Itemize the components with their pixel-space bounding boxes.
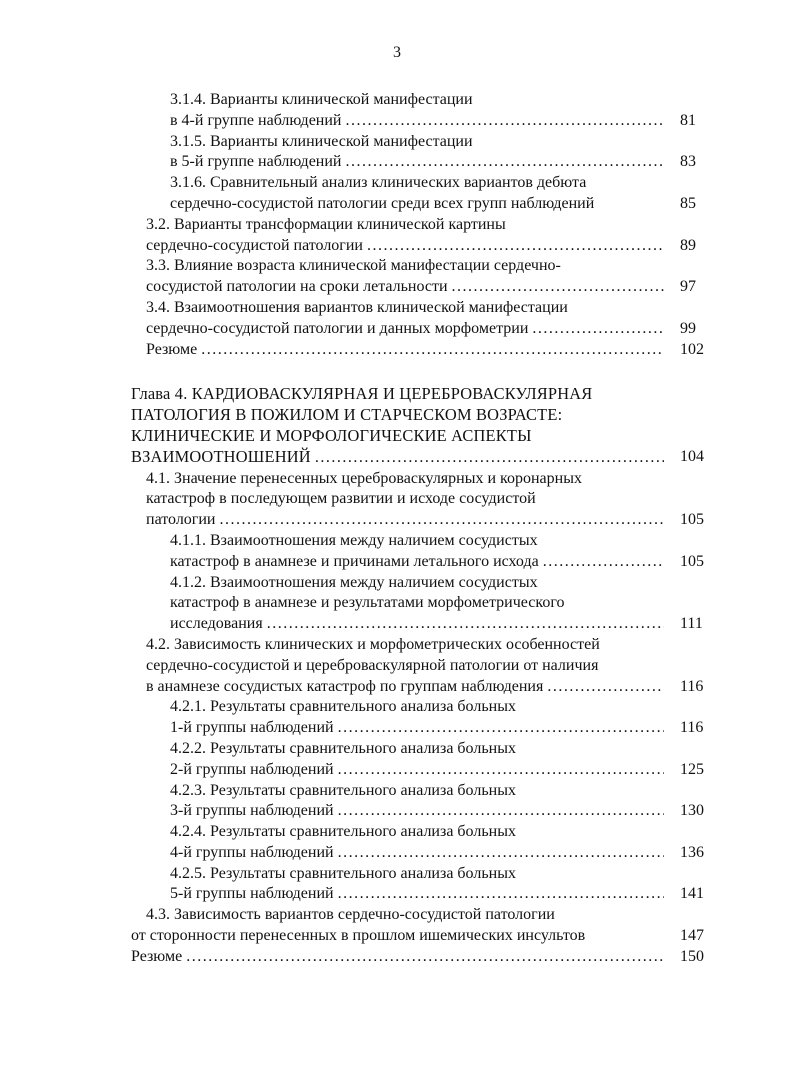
- toc-entry-title: 4.2. Зависимость клинических и морфометрических особенностей: [146, 635, 600, 653]
- toc-entry: [170, 573, 703, 635]
- toc-entry-title: в 4-й группе наблюдений: [170, 111, 342, 129]
- toc-entry-title: 4.2.4. Результаты сравнительного анализа больных: [170, 823, 516, 841]
- toc-entry-title: сердечно-сосудистой и цереброваскулярной патологии от наличия: [146, 656, 599, 674]
- toc-entry-leader-line: [170, 552, 668, 573]
- toc-page-number: 97: [680, 278, 696, 296]
- toc-entry: [170, 531, 704, 573]
- dot-leader: [452, 277, 664, 298]
- toc-entry-leader-line: [131, 447, 668, 469]
- toc-entry: [170, 822, 704, 864]
- toc-entry-title: от сторонности перенесенных в прошлом ишемических инсультов: [131, 927, 586, 945]
- toc-entry-title: катастроф в последующем развитии и исходе сосудистой: [146, 490, 536, 508]
- toc-entry-title: 3.4. Взаимоотношения вариантов клинической манифестации: [146, 298, 568, 316]
- toc-page-number: 125: [680, 760, 704, 778]
- toc-entry-title: 4.1.2. Взаимоотношения между наличием сосудистых: [170, 573, 538, 591]
- toc-page-number: 116: [680, 677, 704, 695]
- chapter-title: КЛИНИЧЕСКИЕ И МОРФОЛОГИЧЕСКИЕ АСПЕКТЫ: [131, 425, 532, 445]
- dot-leader: [220, 510, 665, 531]
- toc-entry-title: 4.2.2. Результаты сравнительного анализа больных: [170, 739, 516, 757]
- toc-page-number: 150: [680, 947, 704, 965]
- toc-entry-title: 4.1. Значение перенесенных цереброваскулярных и коронарных: [146, 469, 582, 487]
- dot-leader: [547, 677, 664, 698]
- dot-leader: [367, 236, 664, 257]
- toc-page-number: 136: [680, 843, 704, 861]
- toc-entry: [146, 340, 704, 361]
- toc-entry-title: 3.1.6. Сравнительный анализ клинических вариантов дебюта: [170, 174, 587, 192]
- toc-entry-leader-line: [146, 677, 668, 698]
- toc-page-number: 141: [680, 885, 704, 903]
- toc-entry-leader-line: [170, 152, 668, 173]
- toc-entry-title: исследования: [170, 615, 263, 633]
- toc-page-number: 104: [680, 447, 704, 465]
- dot-leader: [201, 340, 664, 361]
- dot-leader: [338, 801, 664, 822]
- toc-entry-title: в анамнезе сосудистых катастроф по группам наблюдения: [146, 677, 544, 695]
- toc-entry-chapter: [131, 384, 704, 468]
- toc-page-number: 105: [680, 511, 704, 529]
- toc-entry-title: катастроф в анамнезе и результатами морфометрического: [170, 594, 565, 612]
- chapter-title: ВЗАИМООТНОШЕНИЙ: [131, 446, 311, 466]
- toc-entry-title: в 5-й группе наблюдений: [170, 153, 342, 171]
- toc-entry: [170, 781, 704, 823]
- dot-leader: [338, 718, 664, 739]
- toc-entry: [170, 697, 704, 739]
- toc-entry: [170, 173, 696, 215]
- toc-entry-title: 3.2. Варианты трансформации клинической картины: [146, 215, 506, 233]
- toc-page-number: 105: [680, 552, 704, 570]
- toc-entry-leader-line: [170, 718, 668, 739]
- toc-entry-leader-line: [146, 340, 668, 361]
- toc-entry-title: 3-й группы наблюдений: [170, 802, 334, 820]
- toc-entry-leader-line: [146, 319, 668, 340]
- toc-entry: [170, 739, 704, 781]
- dot-leader: [267, 614, 664, 635]
- toc-entry-title: 4.1.1. Взаимоотношения между наличием сосудистых: [170, 531, 538, 549]
- toc-page-number: 99: [680, 319, 696, 337]
- toc-entry-leader-line: [170, 801, 668, 822]
- toc-entry-title: 3.3. Влияние возраста клинической манифестации сердечно-: [146, 257, 561, 275]
- dot-leader: [338, 884, 664, 905]
- dot-leader: [338, 760, 664, 781]
- page-number: 3: [393, 44, 401, 61]
- toc-page-number: 102: [680, 340, 704, 358]
- toc-entry: [146, 469, 704, 531]
- toc-entry-leader-line: [146, 236, 668, 257]
- dot-leader: [345, 152, 664, 173]
- toc-page-number: 85: [680, 194, 696, 212]
- toc-page-number: 89: [680, 236, 696, 254]
- toc-entry: [146, 635, 704, 697]
- toc-entry: [170, 132, 696, 174]
- toc-entry-leader-line: [170, 760, 668, 781]
- toc-entry-title: 3.1.4. Варианты клинической манифестации: [170, 91, 473, 108]
- toc-entry-title: 4.3. Зависимость вариантов сердечно-сосудистой патологии: [146, 906, 555, 924]
- toc-entry-title: патологии: [146, 511, 216, 529]
- toc-entry-leader-line: [170, 843, 668, 864]
- toc-entry-title: 3.1.5. Варианты клинической манифестации: [170, 132, 473, 150]
- toc-entry: [146, 298, 696, 340]
- table-of-contents: [0, 90, 794, 968]
- toc-page-number: 83: [680, 153, 696, 171]
- toc-page-number: 111: [680, 615, 703, 633]
- toc-entry-title: Резюме: [146, 340, 198, 358]
- chapter-title: Глава 4. КАРДИОВАСКУЛЯРНАЯ И ЦЕРЕБРОВАСКУЛЯРНАЯ: [131, 384, 593, 404]
- toc-entry-title: катастроф в анамнезе и причинами летального исхода: [170, 552, 539, 570]
- toc-entry-title: сосудистой патологии на сроки летальности: [146, 278, 448, 296]
- toc-entry-title: Резюме: [131, 947, 183, 965]
- toc-entry-title: 1-й группы наблюдений: [170, 719, 334, 737]
- toc-entry-leader-line: [131, 947, 668, 968]
- toc-entry: [131, 905, 704, 947]
- dot-leader: [315, 448, 664, 469]
- toc-entry: [170, 90, 696, 132]
- toc-entry-title: сердечно-сосудистой патологии и данных морфометрии: [146, 319, 529, 337]
- toc-entry-leader-line: [146, 510, 668, 531]
- dot-leader: [345, 111, 664, 132]
- toc-entry-leader-line: [146, 277, 668, 298]
- chapter-title: ПАТОЛОГИЯ В ПОЖИЛОМ И СТАРЧЕСКОМ ВОЗРАСТЕ:: [131, 405, 563, 425]
- toc-entry: [131, 947, 704, 968]
- toc-entry-title: 4.2.3. Результаты сравнительного анализа больных: [170, 781, 516, 799]
- toc-entry-leader-line: [170, 111, 668, 132]
- toc-page-number: 116: [680, 719, 704, 737]
- toc-entry-title: сердечно-сосудистой патологии: [146, 236, 363, 254]
- dot-leader: [186, 947, 664, 968]
- toc-entry-title: 4.2.1. Результаты сравнительного анализа больных: [170, 698, 516, 716]
- toc-page-number: 81: [680, 111, 696, 129]
- toc-entry-leader-line: [170, 884, 668, 905]
- toc-entry-title: 2-й группы наблюдений: [170, 760, 334, 778]
- toc-entry-title: 4.2.5. Результаты сравнительного анализа больных: [170, 864, 516, 882]
- toc-entry-title: сердечно-сосудистой патологии среди всех групп наблюдений: [170, 194, 595, 212]
- dot-leader: [532, 319, 664, 340]
- toc-entry-title: 5-й группы наблюдений: [170, 885, 334, 903]
- toc-entry-leader-line: [170, 614, 668, 635]
- toc-entry: [170, 864, 704, 906]
- toc-page-number: 147: [680, 927, 704, 945]
- dot-leader: [543, 552, 664, 573]
- dot-leader: [338, 843, 664, 864]
- toc-entry-title: 4-й группы наблюдений: [170, 843, 334, 861]
- toc-entry: [146, 215, 696, 257]
- toc-page-number: 130: [680, 802, 704, 820]
- toc-entry: [146, 256, 696, 298]
